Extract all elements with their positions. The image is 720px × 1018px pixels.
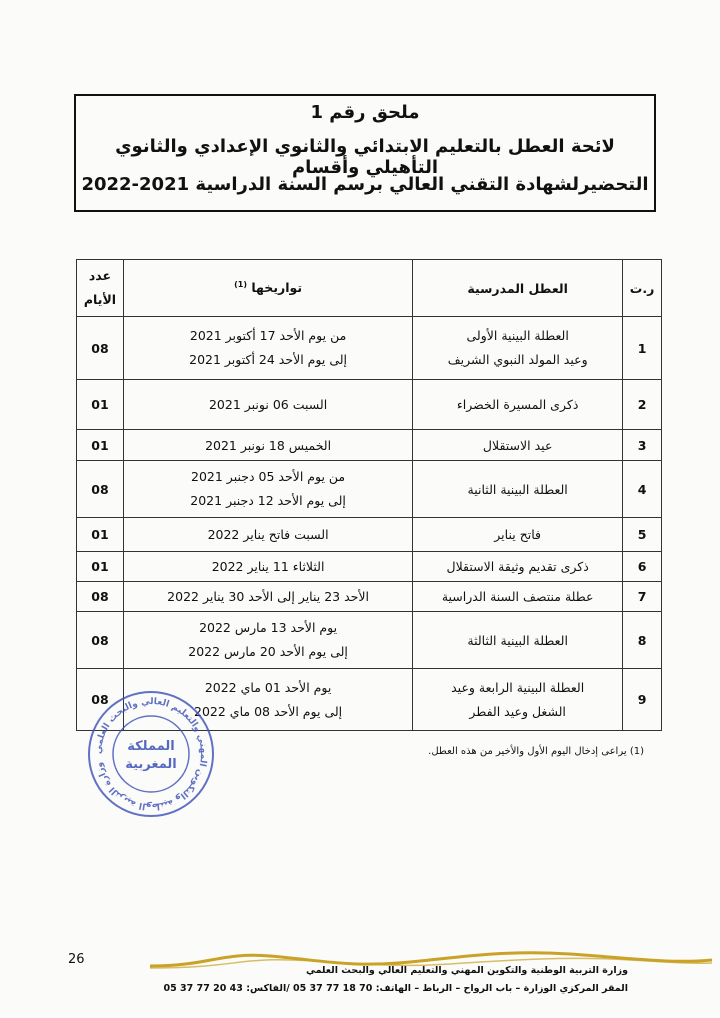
table-row: [77, 582, 662, 612]
date-from: من يوم الأحد 05 دجنبر 2021: [191, 469, 346, 484]
footer-ministry-name: وزارة التربية الوطنية والتكوين المهني والتعليم العالي والبحث العلمي: [305, 965, 628, 976]
row-days: 08: [77, 317, 124, 380]
footer-address: المقر المركزي الوزارة – باب الرواح – الرباط – الهاتف: 70 18 77 37 05 /الفاكس: 43 20 77 37 05: [163, 983, 628, 994]
stamp-center-line2: المغربية: [125, 757, 177, 772]
header-holiday-name: العطل المدرسية: [413, 260, 623, 317]
header-days-line1: عدد: [88, 268, 112, 283]
row-holiday-name: [413, 669, 623, 731]
table-header-row: [77, 260, 662, 317]
row-days: 08: [77, 461, 124, 518]
row-dates: السبت فاتح يناير 2022: [123, 518, 412, 552]
header-dates-label: تواريخها: [251, 280, 303, 296]
row-num: 7: [623, 582, 662, 612]
table-row: [77, 380, 662, 430]
document-title-line-2: التحضيرلشهادة التقني العالي برسم السنة الدراسية 2021-2022: [81, 174, 649, 195]
header-dates: [123, 260, 412, 317]
stamp-center-line1: المملكة: [127, 739, 175, 754]
row-days: 01: [77, 552, 124, 582]
date-from: يوم الأحد 01 ماي 2022: [204, 679, 332, 695]
row-holiday-name: عيد الاستقلال: [413, 430, 623, 461]
row-dates: الثلاثاء 11 يناير 2022: [123, 552, 412, 582]
page-number: 26: [68, 952, 85, 967]
row-num: 2: [623, 380, 662, 430]
table-row: [77, 317, 662, 380]
title-box: [74, 94, 656, 212]
header-dates-note: (1): [234, 280, 247, 290]
header-num: ر.ت: [623, 260, 662, 317]
ministry-stamp: [85, 688, 217, 820]
row-dates: الخميس 18 نونبر 2021: [123, 430, 412, 461]
row-num: 1: [623, 317, 662, 380]
row-num: 4: [623, 461, 662, 518]
row-dates: [123, 461, 412, 518]
date-from: من يوم الأحد 17 أكتوبر 2021: [189, 328, 347, 343]
header-days: [77, 260, 124, 317]
row-dates: [123, 317, 412, 380]
row-days: 08: [77, 612, 124, 669]
date-from: يوم الأحد 13 مارس 2022: [199, 620, 338, 635]
holiday-name-line2: الشغل وعيد الفطر: [469, 703, 566, 719]
row-dates: [123, 612, 412, 669]
table-row: [77, 518, 662, 552]
date-to: إلى يوم الأحد 24 أكتوبر 2021: [189, 352, 348, 367]
row-days: 01: [77, 380, 124, 430]
table-row: [77, 461, 662, 518]
stamp-inner-ring: [113, 716, 189, 792]
holiday-name-line2: وعيد المولد النبوي الشريف: [447, 352, 588, 367]
footnote: (1) يراعى إدخال اليوم الأول والأخير من هذه العطل.: [428, 746, 644, 757]
stamp-ring-text: وزارة التربية الوطنية والتكوين المهني والتعليم العالي والبحث العلمي: [93, 696, 209, 812]
header-days-line2: الأيام: [83, 292, 117, 307]
holidays-table: [76, 259, 662, 731]
row-holiday-name: ذكرى المسيرة الخضراء: [413, 380, 623, 430]
date-to: إلى يوم الأحد 20 مارس 2022: [188, 644, 348, 659]
table-row: [77, 552, 662, 582]
holiday-name-line1: العطلة البينية الأولى: [466, 328, 569, 343]
row-holiday-name: العطلة البينية الثالثة: [413, 612, 623, 669]
row-holiday-name: عطلة منتصف السنة الدراسية: [413, 582, 623, 612]
row-dates: السبت 06 نونبر 2021: [123, 380, 412, 430]
document-title-line-1: لائحة العطل بالتعليم الابتدائي والثانوي الإعدادي والثانوي التأهيلي وأقسام: [115, 136, 615, 178]
row-num: 9: [623, 669, 662, 731]
row-holiday-name: ذكرى تقديم وثيقة الاستقلال: [413, 552, 623, 582]
row-holiday-name: [413, 317, 623, 380]
row-holiday-name: فاتح يناير: [413, 518, 623, 552]
table-row: [77, 430, 662, 461]
holiday-name-line1: العطلة البينية الرابعة وعيد: [451, 679, 585, 695]
date-to: إلى يوم الأحد 12 دجنبر 2021: [190, 493, 346, 508]
row-days: 08: [77, 669, 124, 731]
row-dates: الأحد 23 يناير إلى الأحد 30 يناير 2022: [123, 582, 412, 612]
row-num: 6: [623, 552, 662, 582]
row-days: 01: [77, 518, 124, 552]
stamp-outer-ring: [89, 692, 213, 816]
row-days: 08: [77, 582, 124, 612]
date-to: إلى يوم الأحد 08 ماي 2022: [194, 703, 343, 719]
annex-title: ملحق رقم 1: [310, 102, 420, 123]
row-num: 8: [623, 612, 662, 669]
row-days: 01: [77, 430, 124, 461]
row-num: 3: [623, 430, 662, 461]
row-holiday-name: العطلة البينية الثانية: [413, 461, 623, 518]
row-num: 5: [623, 518, 662, 552]
table-row: [77, 612, 662, 669]
